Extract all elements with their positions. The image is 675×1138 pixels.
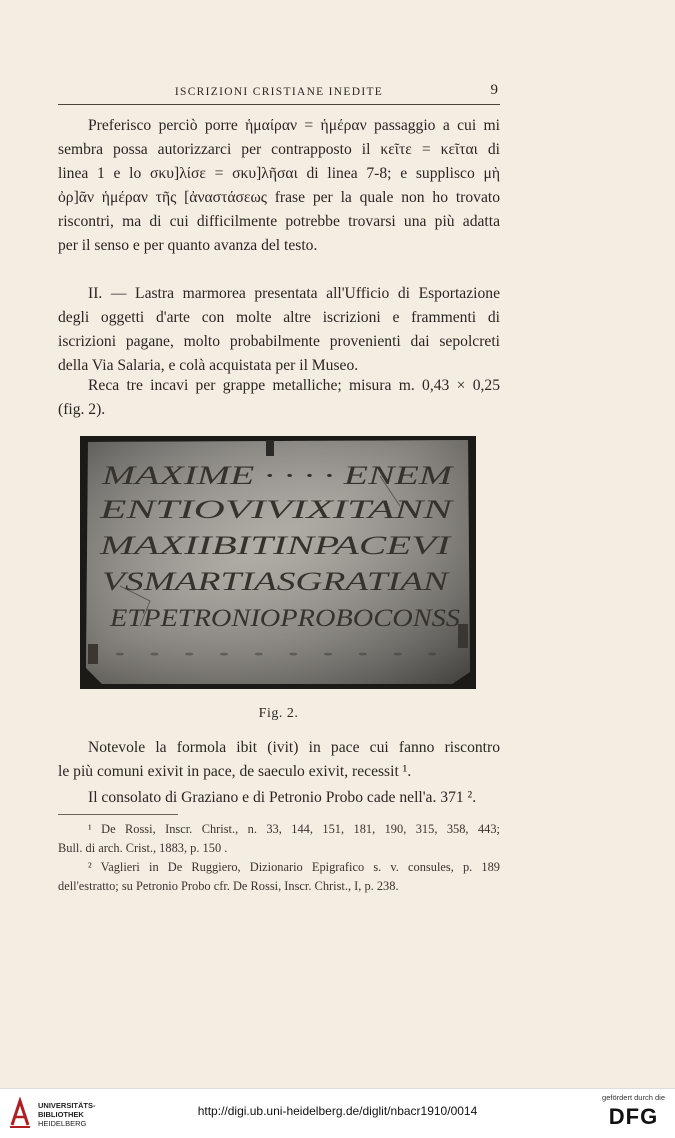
inscription-line: MAXIIBITINPACEVI <box>98 531 453 560</box>
paragraph-3 <box>58 374 500 422</box>
text-line: Il consolato di Graziano e di Petronio Probo cade nell'a. 371 ². <box>88 789 477 806</box>
dfg-logo: DFG <box>608 1104 659 1129</box>
running-header <box>58 82 500 105</box>
text-line: ὀρ]ᾶν ἡμέραν τῆς [ἀναστάσεως frase per la quale non ho trovato <box>58 189 500 206</box>
paragraph-2 <box>58 282 500 378</box>
sponsor-block[interactable] <box>602 1093 665 1130</box>
figure-inscription-photo <box>80 436 476 689</box>
clamp-hole <box>88 644 98 664</box>
institution-name: UNIVERSITÄTS- BIBLIOTHEK HEIDELBERG <box>38 1101 96 1128</box>
permalink-url[interactable]: http://digi.ub.uni-heidelberg.de/diglit/nbacr1910/0014 <box>197 1104 478 1118</box>
text-line: Notevole la formola ibit (ivit) in pace cui fanno riscontro <box>88 739 500 756</box>
text-line: (fig. 2). <box>58 401 106 418</box>
figure-caption: Fig. 2. <box>258 706 299 721</box>
footnote-1 <box>58 820 500 858</box>
text-line: le più comuni exivit in pace, de saeculo exivit, recessit ¹. <box>58 763 412 780</box>
text-line: per il senso e per quanto avanza del testo. <box>58 237 318 254</box>
footnote-line: ¹ De Rossi, Inscr. Christ., n. 33, 144, 151, 181, 190, 315, 358, 443; <box>88 822 500 836</box>
footnote-2 <box>58 858 500 896</box>
text-line: iscrizioni pagane, molto probabilmente provenienti dai sepolcreti <box>58 333 500 350</box>
footnote-line: ² Vaglieri in De Ruggiero, Dizionario Epigrafico s. v. consules, p. 189 <box>88 860 500 874</box>
text-line: della Via Salaria, e colà acquistata per il Museo. <box>58 357 359 374</box>
footnote-line: Bull. di arch. Crist., 1883, p. 150 . <box>58 841 228 855</box>
inscription-line: MAXIME · · · · ENEM <box>100 461 455 490</box>
running-title: ISCRIZIONI CRISTIANE INEDITE <box>174 86 384 98</box>
inscription-line: ETPETRONIOPROBOCONSS <box>108 605 461 632</box>
clamp-hole <box>266 440 274 456</box>
viewer-footer <box>0 1088 675 1138</box>
footnote-line: dell'estratto; su Petronio Probo cfr. De Rossi, Inscr. Christ., I, p. 238. <box>58 879 399 893</box>
text-line: degli oggetti d'arte con molte altre iscrizioni e frammenti di <box>58 309 500 326</box>
inscription-line: ENTIOVIVIXITANN <box>98 495 455 524</box>
text-line: Reca tre incavi per grappe metalliche; misura m. 0,43 × 0,25 <box>88 377 500 394</box>
inscription-line: VSMARTIASGRATIAN <box>102 567 451 596</box>
page-number: 9 <box>490 82 498 98</box>
paragraph-5 <box>58 786 500 810</box>
marble-slab-image <box>80 436 476 689</box>
text-line: linea 1 e lo σκυ]λίσε = σκυ]λῆσαι di linea 7-8; e supplisco μὴ <box>58 165 500 182</box>
paragraph-1 <box>58 114 500 258</box>
inscription-line: · · · · · · · · · · <box>110 642 440 668</box>
text-line: sembra possa autorizzarci per contrapposto il κεῖτε = κεῖται di <box>58 141 500 158</box>
footnote-rule <box>58 814 178 815</box>
text-line: Preferisco perciò porre ἡμαίραν = ἡμέραν passaggio a cui mi <box>88 117 500 134</box>
paragraph-4 <box>58 736 500 784</box>
text-line: riscontri, ma di cui difficilmente potrebbe trovarsi una più adatta <box>58 213 500 230</box>
text-line: II. — Lastra marmorea presentata all'Ufficio di Esportazione <box>88 285 500 302</box>
sponsor-label: gefördert durch die <box>602 1093 665 1102</box>
